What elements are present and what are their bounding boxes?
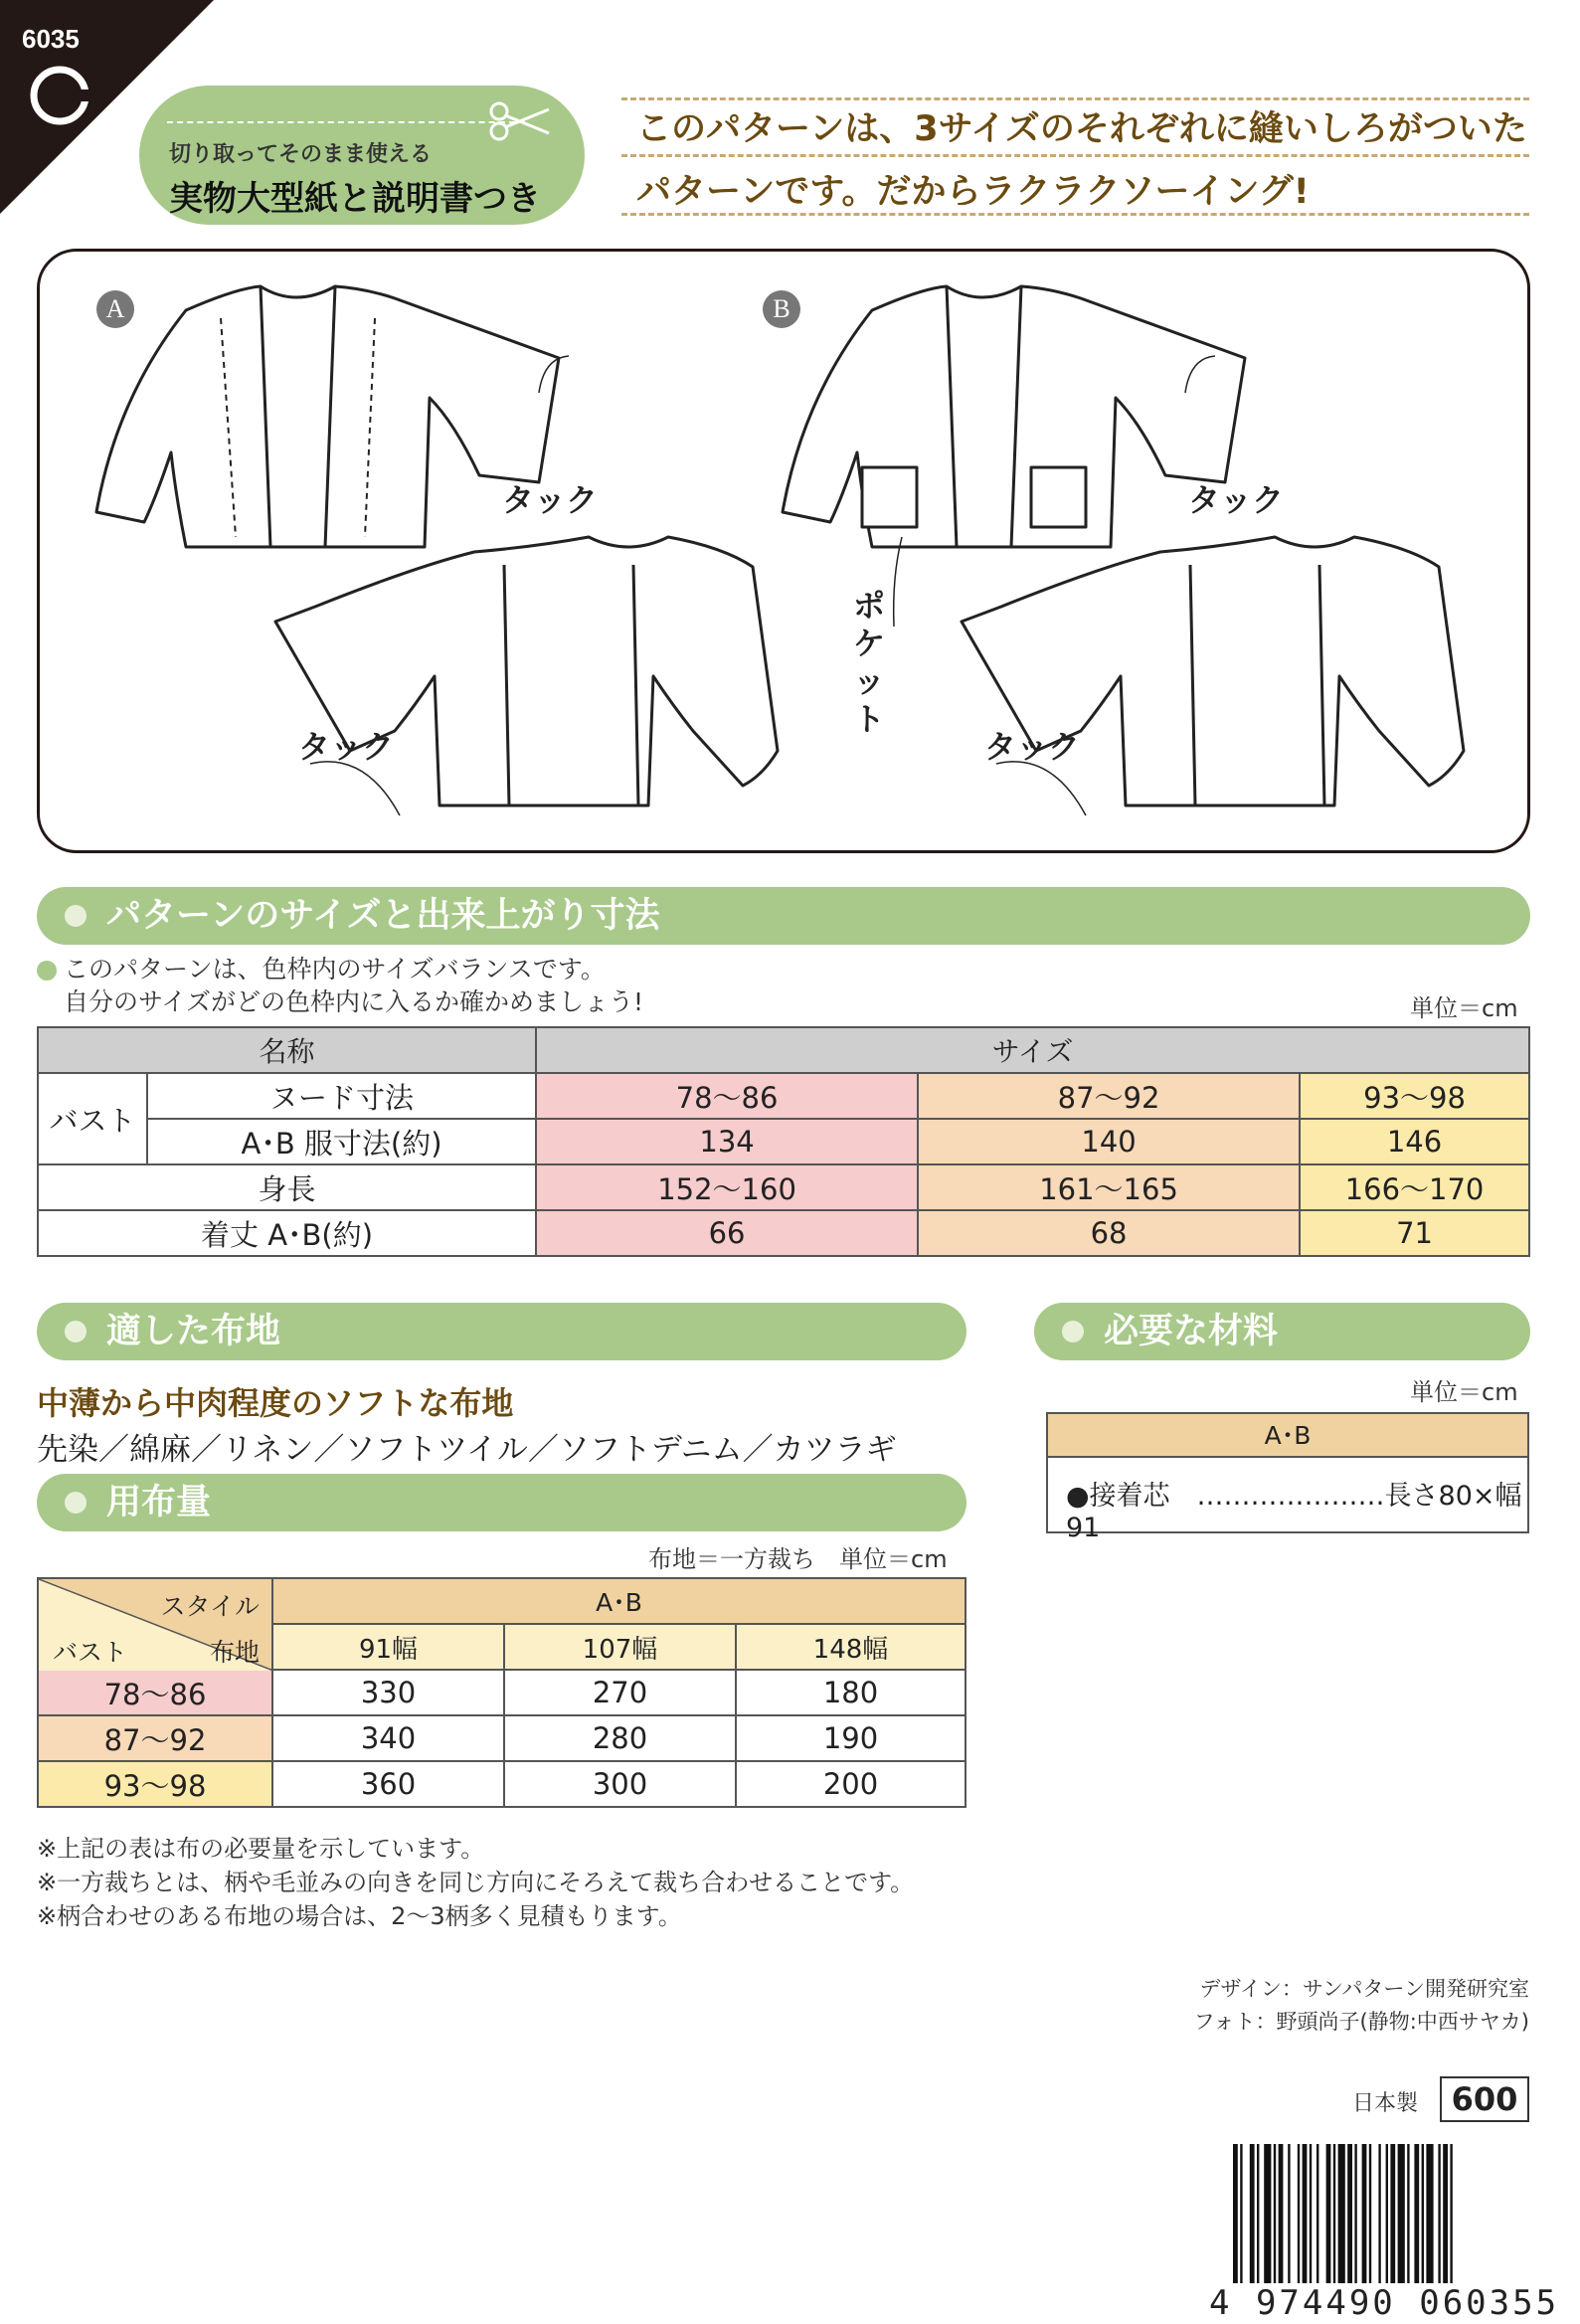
table-cell: 330 bbox=[272, 1670, 504, 1715]
price: 600 bbox=[1440, 2076, 1529, 2122]
size-section-header bbox=[37, 887, 1530, 945]
row-label: 身長 bbox=[38, 1164, 536, 1210]
corner-cell bbox=[38, 1578, 272, 1670]
size-unit: 単位＝cm bbox=[1410, 994, 1518, 1022]
yardage-unit: 布地＝一方裁ち 単位＝cm bbox=[648, 1545, 948, 1573]
dashed-rule bbox=[621, 213, 1529, 216]
fabric-list: 先染／綿麻／リネン／ソフトツイル／ソフトデニム／カツラギ bbox=[37, 1432, 897, 1468]
fabric-section-header bbox=[37, 1303, 966, 1360]
table-cell: 87〜92 bbox=[918, 1073, 1300, 1119]
row-label: 着丈 A･B(約) bbox=[38, 1210, 536, 1256]
tuck-label: タック bbox=[502, 481, 599, 519]
made-in-label: 日本製 bbox=[1352, 2091, 1419, 2116]
bullet-icon bbox=[1062, 1321, 1084, 1342]
dashed-rule bbox=[621, 154, 1529, 157]
bullet-icon bbox=[37, 961, 57, 981]
note-line: ※上記の表は布の必要量を示しています。 bbox=[37, 1835, 485, 1863]
tagline-line2: パターンです。だからラクラクソーイング! bbox=[636, 172, 1310, 212]
table-cell: 140 bbox=[918, 1119, 1300, 1164]
bust-cell: 78〜86 bbox=[38, 1670, 272, 1715]
product-code: 6035 bbox=[22, 24, 80, 54]
table-row bbox=[38, 1670, 966, 1715]
size-table bbox=[37, 1026, 1530, 1257]
yardage-section-title: 用布量 bbox=[106, 1483, 212, 1522]
style-value: A･B bbox=[272, 1578, 966, 1624]
table-cell: 161〜165 bbox=[918, 1164, 1300, 1210]
garment-illustration bbox=[37, 249, 1530, 853]
tuck-label: タック bbox=[984, 728, 1081, 766]
barcode-number: 4 974490 060355 bbox=[1209, 2283, 1560, 2323]
fabric-subtitle: 中薄から中肉程度のソフトな布地 bbox=[37, 1384, 514, 1422]
table-cell: 280 bbox=[504, 1715, 736, 1761]
size-section-title: パターンのサイズと出来上がり寸法 bbox=[106, 896, 660, 936]
materials-header: A･B bbox=[1048, 1414, 1527, 1458]
table-row bbox=[38, 1119, 1529, 1164]
scissors-icon bbox=[487, 99, 557, 143]
corner-bust-label: バスト bbox=[53, 1638, 128, 1667]
table-cell: 93〜98 bbox=[1300, 1073, 1529, 1119]
badge-title: 実物大型紙と説明書つき bbox=[169, 179, 541, 219]
bullet-icon bbox=[65, 905, 87, 927]
yardage-section-header bbox=[37, 1474, 966, 1531]
table-row bbox=[38, 1715, 966, 1761]
table-row bbox=[38, 1210, 1529, 1256]
credits bbox=[994, 1973, 1529, 2039]
materials-unit: 単位＝cm bbox=[1410, 1378, 1518, 1406]
badge-subtitle: 切り取ってそのまま使える bbox=[169, 142, 433, 167]
barcode-icon bbox=[1233, 2144, 1531, 2283]
table-cell: 300 bbox=[504, 1761, 736, 1807]
materials-table bbox=[1046, 1412, 1529, 1543]
table-row bbox=[38, 1027, 1529, 1073]
size-note-line1: このパターンは、色枠内のサイズバランスです。 bbox=[64, 955, 606, 983]
table-cell: 152〜160 bbox=[536, 1164, 918, 1210]
table-cell: 270 bbox=[504, 1670, 736, 1715]
size-note-line2: 自分のサイズがどの色枠内に入るか確かめましょう! bbox=[64, 987, 644, 1016]
design-credit: デザイン：サンパターン開発研究室 bbox=[1199, 1977, 1529, 2001]
fabric-section-title: 適した布地 bbox=[106, 1312, 281, 1351]
dashed-rule bbox=[621, 97, 1529, 100]
table-cell: 180 bbox=[736, 1670, 966, 1715]
table-cell: 360 bbox=[272, 1761, 504, 1807]
tuck-label: タック bbox=[298, 728, 395, 766]
yardage-notes bbox=[37, 1832, 914, 1933]
header-size: サイズ bbox=[536, 1027, 1529, 1073]
cut-line bbox=[167, 121, 525, 123]
table-cell: 340 bbox=[272, 1715, 504, 1761]
brand-logo-icon bbox=[28, 64, 91, 127]
width-header: 107幅 bbox=[504, 1624, 736, 1670]
bust-cell: 87〜92 bbox=[38, 1715, 272, 1761]
table-cell: 68 bbox=[918, 1210, 1300, 1256]
table-row bbox=[38, 1761, 966, 1807]
photo-credit: フォト：野頭尚子(静物:中西サヤカ) bbox=[1193, 2010, 1529, 2034]
header-name: 名称 bbox=[38, 1027, 536, 1073]
row-label: ヌード寸法 bbox=[147, 1073, 536, 1119]
note-line: ※一方裁ちとは、柄や毛並みの向きを同じ方向にそろえて裁ち合わせることです。 bbox=[37, 1869, 915, 1896]
width-header: 91幅 bbox=[272, 1624, 504, 1670]
table-row bbox=[38, 1578, 966, 1624]
bullet-icon bbox=[65, 1492, 87, 1514]
bust-cell: 93〜98 bbox=[38, 1761, 272, 1807]
style-b-marker: B bbox=[763, 290, 800, 328]
table-cell: 66 bbox=[536, 1210, 918, 1256]
yardage-table bbox=[37, 1577, 966, 1808]
corner-fabric-label: 布地 bbox=[209, 1638, 260, 1667]
style-a-marker: A bbox=[96, 290, 134, 328]
table-cell: 166〜170 bbox=[1300, 1164, 1529, 1210]
materials-section-title: 必要な材料 bbox=[1104, 1312, 1279, 1351]
table-cell: 146 bbox=[1300, 1119, 1529, 1164]
tagline-line1: このパターンは、3サイズのそれぞれに縫いしろがついた bbox=[636, 109, 1527, 149]
table-cell: 134 bbox=[536, 1119, 918, 1164]
table-cell: 200 bbox=[736, 1761, 966, 1807]
tuck-label: タック bbox=[1188, 481, 1285, 519]
bullet-icon bbox=[65, 1321, 87, 1342]
pocket-label: ポケット bbox=[853, 587, 886, 738]
table-cell: 71 bbox=[1300, 1210, 1529, 1256]
table-cell: 78〜86 bbox=[536, 1073, 918, 1119]
table-row bbox=[38, 1164, 1529, 1210]
materials-item: ●接着芯 …………………長さ80×幅91 bbox=[1066, 1481, 1522, 1543]
table-row bbox=[38, 1073, 1529, 1119]
width-header: 148幅 bbox=[736, 1624, 966, 1670]
note-line: ※柄合わせのある布地の場合は、2〜3柄多く見積もります。 bbox=[37, 1902, 682, 1930]
group-bust: バスト bbox=[38, 1073, 147, 1164]
row-label: A･B 服寸法(約) bbox=[147, 1119, 536, 1164]
materials-section-header bbox=[1034, 1303, 1530, 1360]
corner-style-label: スタイル bbox=[160, 1592, 260, 1621]
table-cell: 190 bbox=[736, 1715, 966, 1761]
